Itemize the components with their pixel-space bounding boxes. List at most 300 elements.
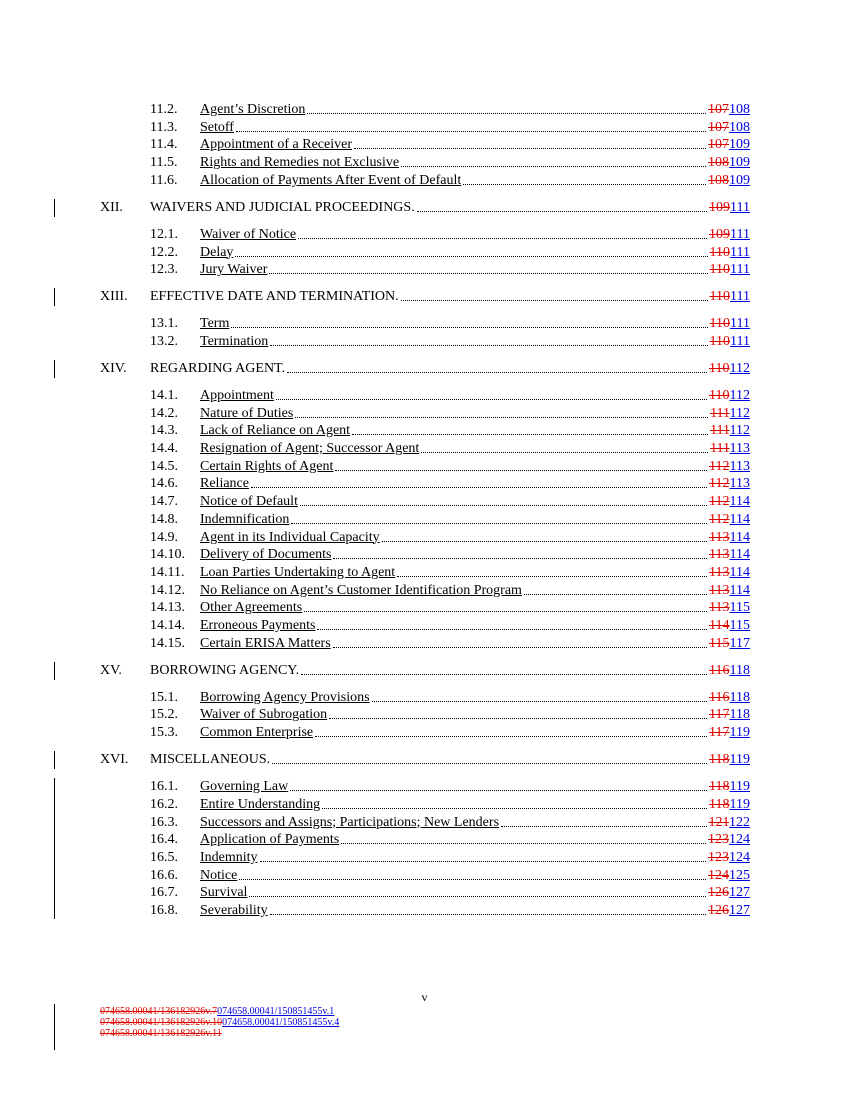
revision-change-bar [54, 1004, 55, 1050]
toc-page-ref [710, 289, 750, 305]
toc-number: 14.5. [150, 458, 178, 474]
dot-leader [270, 334, 707, 346]
toc-number: 14.1. [150, 387, 178, 403]
toc-number: XVI. [100, 752, 129, 768]
toc-page-ref [709, 690, 750, 706]
toc-number: 11.2. [150, 102, 178, 117]
toc-article[interactable] [100, 361, 750, 377]
dot-leader [251, 476, 707, 488]
dot-leader [329, 707, 707, 719]
toc-page-ref [709, 565, 750, 581]
toc-section[interactable] [150, 120, 750, 136]
toc-title[interactable]: Resignation of Agent; Successor Agent [200, 441, 420, 456]
deleted-page-number: 112 [709, 511, 730, 527]
toc-title[interactable]: Indemnification [200, 511, 290, 527]
dot-leader [352, 423, 708, 435]
toc-page-ref [709, 547, 750, 563]
toc-title[interactable]: Appointment of a Receiver [200, 137, 353, 153]
revision-change-bar [54, 288, 55, 306]
toc-number: 14.6. [150, 476, 178, 492]
toc-title[interactable]: Term [200, 316, 230, 332]
toc-page-ref [708, 102, 750, 118]
inserted-page-number[interactable]: 114 [729, 494, 750, 510]
deleted-page-number: 114 [709, 618, 730, 633]
toc-number: 14.15. [150, 635, 185, 651]
deleted-doc-id: 074658.00041/136182926v.10 [100, 1017, 223, 1028]
toc-title[interactable]: Entire Understanding [200, 796, 321, 812]
toc-section[interactable] [150, 636, 750, 652]
toc-title[interactable]: Setoff [200, 119, 234, 135]
toc-section[interactable] [150, 547, 750, 563]
toc-number: 14.13. [150, 600, 185, 616]
inserted-page-number[interactable]: 124 [729, 832, 750, 848]
toc-page-ref [708, 155, 750, 171]
toc-number: XII. [100, 199, 123, 215]
inserted-page-number[interactable]: 111 [730, 244, 750, 260]
dot-leader [417, 200, 707, 212]
dot-leader [295, 406, 708, 418]
toc-section[interactable] [150, 850, 750, 866]
toc-number: 16.8. [150, 903, 178, 918]
dot-leader [524, 583, 707, 595]
deleted-page-number: 110 [709, 333, 731, 349]
deleted-page-number: 108 [708, 172, 729, 188]
deleted-page-number: 121 [708, 814, 729, 830]
deleted-page-number: 116 [709, 689, 730, 705]
toc-page-ref [710, 441, 750, 457]
toc-number: 11.5. [150, 155, 178, 171]
inserted-page-number[interactable]: 113 [729, 476, 750, 492]
toc-title[interactable]: Reliance [200, 476, 249, 492]
inserted-page-number[interactable]: 122 [729, 814, 750, 830]
dot-leader [249, 885, 706, 897]
toc-page-ref [708, 137, 750, 153]
inserted-page-number[interactable]: 112 [729, 423, 750, 439]
deleted-page-number: 117 [709, 707, 730, 723]
toc-page-ref [709, 388, 750, 404]
dot-leader [322, 797, 707, 809]
toc-section[interactable] [150, 690, 750, 706]
dot-leader [333, 547, 707, 559]
deleted-page-number: 113 [709, 582, 730, 598]
toc-title[interactable]: Notice of Default [200, 494, 298, 510]
dot-leader [315, 725, 707, 737]
toc-number: 16.7. [150, 885, 178, 901]
dot-leader [397, 565, 707, 577]
toc-number: 13.1. [150, 316, 178, 332]
toc-section[interactable] [150, 102, 750, 118]
deleted-page-number: 123 [708, 849, 729, 865]
toc-section[interactable] [150, 618, 750, 634]
toc-page-ref [709, 476, 750, 492]
toc-section[interactable] [150, 173, 750, 189]
toc-section[interactable] [150, 262, 750, 278]
dot-leader [269, 262, 707, 274]
revision-change-bar [54, 751, 55, 769]
revision-change-bar [54, 360, 55, 378]
dot-leader [317, 618, 707, 630]
page-number: v [421, 990, 428, 1004]
toc-number: 14.7. [150, 494, 178, 510]
dot-leader [304, 600, 707, 612]
inserted-page-number[interactable]: 109 [729, 155, 750, 171]
dot-leader [272, 752, 707, 764]
toc-number: 14.10. [150, 547, 185, 563]
deleted-page-number: 110 [709, 262, 731, 278]
footer-line-3 [100, 1028, 339, 1039]
inserted-page-number[interactable]: 114 [729, 582, 750, 598]
toc-page-ref [709, 779, 750, 795]
toc-title[interactable]: Waiver of Notice [200, 226, 297, 242]
inserted-doc-id: 074658.00041/150851455v.1 [217, 1006, 335, 1017]
deleted-page-number: 107 [708, 137, 729, 153]
toc-page-ref [708, 832, 750, 848]
toc-title[interactable]: Delay [200, 244, 234, 260]
toc-title[interactable]: Loan Parties Undertaking to Agent [200, 564, 396, 580]
toc-section[interactable] [150, 334, 750, 350]
inserted-page-number[interactable]: 119 [729, 752, 750, 768]
toc-title[interactable]: Governing Law [200, 779, 289, 795]
toc-title[interactable]: Lack of Reliance on Agent [200, 423, 351, 439]
toc-number: 11.6. [150, 172, 178, 188]
toc-title[interactable]: Erroneous Payments [200, 618, 316, 633]
toc-title[interactable]: Survival [200, 885, 248, 901]
toc-number: 14.8. [150, 511, 178, 527]
inserted-page-number[interactable]: 114 [729, 564, 750, 580]
inserted-page-number[interactable]: 124 [729, 849, 750, 865]
toc-number: 14.9. [150, 529, 178, 545]
toc-title[interactable]: Indemnity [200, 849, 258, 865]
toc-title[interactable]: Delivery of Documents [200, 547, 332, 563]
toc-page-ref [709, 663, 750, 679]
toc-number: 11.3. [150, 119, 178, 135]
toc-number: 13.2. [150, 333, 178, 349]
inserted-page-number[interactable]: 125 [729, 867, 750, 883]
toc-section[interactable] [150, 388, 750, 404]
revision-change-bar [54, 778, 55, 919]
inserted-page-number[interactable]: 118 [729, 662, 750, 678]
toc-page-ref [709, 459, 750, 475]
inserted-page-number[interactable]: 118 [729, 689, 750, 705]
toc-section[interactable] [150, 885, 750, 901]
dot-leader [307, 102, 706, 114]
inserted-page-number[interactable]: 108 [729, 119, 750, 135]
toc-page-ref [709, 530, 750, 546]
deleted-page-number: 124 [708, 867, 729, 883]
toc-title[interactable]: Borrowing Agency Provisions [200, 689, 370, 705]
inserted-page-number[interactable]: 111 [730, 262, 750, 278]
inserted-page-number[interactable]: 114 [729, 529, 750, 545]
toc-number: XIII. [100, 289, 128, 305]
dot-leader [463, 173, 706, 185]
toc-title[interactable]: Jury Waiver [200, 262, 268, 278]
toc-title[interactable]: Successors and Assigns; Participations; New Lenders [200, 814, 500, 830]
deleted-page-number: 126 [708, 885, 729, 901]
revision-change-bar [54, 662, 55, 680]
deleted-page-number: 112 [709, 494, 730, 510]
toc-title[interactable]: Certain ERISA Matters [200, 635, 331, 651]
toc-section[interactable] [150, 494, 750, 510]
deleted-page-number: 110 [709, 244, 731, 260]
toc-page-ref [709, 600, 750, 616]
toc-page-ref [708, 120, 750, 136]
deleted-page-number: 107 [708, 119, 729, 135]
deleted-doc-id: 074658.00041/136182926v.11 [100, 1028, 222, 1039]
toc-section[interactable] [150, 707, 750, 723]
toc-page-ref [709, 494, 750, 510]
toc-title[interactable]: Severability [200, 903, 268, 918]
deleted-page-number: 110 [709, 387, 730, 403]
toc-section[interactable] [150, 459, 750, 475]
toc-title[interactable]: Waiver of Subrogation [200, 707, 328, 723]
toc-page-ref [709, 361, 750, 377]
toc-page-ref [710, 262, 750, 278]
inserted-page-number[interactable]: 119 [729, 796, 750, 812]
toc-page-ref [709, 725, 750, 741]
toc-section[interactable] [150, 868, 750, 884]
toc-title[interactable]: No Reliance on Agent’s Customer Identification Program [200, 582, 522, 598]
dot-leader [287, 361, 707, 373]
deleted-page-number: 118 [709, 779, 730, 795]
footer-line-1 [100, 1006, 339, 1017]
dot-leader [236, 120, 706, 132]
dot-leader [231, 316, 707, 328]
toc-section[interactable] [150, 530, 750, 546]
dot-leader [382, 530, 707, 542]
dot-leader [300, 494, 707, 506]
inserted-page-number[interactable]: 115 [729, 600, 750, 616]
toc-section[interactable] [150, 903, 750, 919]
toc-number: 15.2. [150, 707, 178, 723]
toc-article[interactable] [100, 663, 750, 679]
deleted-page-number: 117 [709, 725, 730, 741]
dot-leader [298, 227, 707, 239]
dot-leader [301, 663, 707, 675]
deleted-page-number: 109 [709, 226, 731, 242]
dot-leader [341, 832, 706, 844]
inserted-page-number[interactable]: 111 [730, 333, 750, 349]
toc-number: 16.5. [150, 849, 178, 865]
toc-number: 14.3. [150, 423, 178, 439]
toc-title[interactable]: REGARDING AGENT. [150, 360, 286, 376]
toc-section[interactable] [150, 512, 750, 528]
toc-title[interactable]: MISCELLANEOUS. [150, 752, 271, 768]
toc-section[interactable] [150, 797, 750, 813]
toc-section[interactable] [150, 155, 750, 171]
inserted-page-number[interactable]: 114 [729, 547, 750, 563]
inserted-doc-id: 074658.00041/150851455v.4 [222, 1017, 340, 1028]
inserted-page-number[interactable]: 114 [729, 511, 750, 527]
inserted-page-number[interactable]: 108 [729, 102, 750, 117]
deleted-page-number: 113 [709, 600, 730, 616]
toc-section[interactable] [150, 600, 750, 616]
dot-leader [239, 868, 706, 880]
deleted-page-number: 113 [709, 529, 730, 545]
toc-page-ref [708, 868, 750, 884]
deleted-page-number: 111 [710, 405, 730, 421]
toc-title[interactable]: WAIVERS AND JUDICIAL PROCEEDINGS. [150, 199, 415, 215]
dot-leader [354, 137, 706, 149]
deleted-page-number: 110 [709, 316, 731, 332]
inserted-page-number[interactable]: 119 [729, 779, 750, 795]
toc-number: XV. [100, 662, 122, 678]
toc-section[interactable] [150, 725, 750, 741]
inserted-page-number[interactable]: 112 [729, 360, 750, 376]
deleted-page-number: 108 [708, 155, 729, 171]
dot-leader [333, 636, 707, 648]
toc-article[interactable] [100, 289, 750, 305]
deleted-page-number: 118 [709, 752, 730, 768]
toc-section[interactable] [150, 316, 750, 332]
toc-section[interactable] [150, 227, 750, 243]
toc-number: 14.2. [150, 405, 178, 421]
toc-section[interactable] [150, 406, 750, 422]
toc-title[interactable]: Termination [200, 333, 269, 349]
toc-page-ref [708, 173, 750, 189]
deleted-page-number: 112 [709, 458, 730, 474]
toc-page-ref [710, 334, 750, 350]
toc-section[interactable] [150, 583, 750, 599]
toc-page-ref [710, 423, 750, 439]
toc-section[interactable] [150, 423, 750, 439]
deleted-page-number: 116 [709, 662, 730, 678]
toc-title[interactable]: Nature of Duties [200, 405, 294, 421]
dot-leader [270, 903, 706, 915]
toc-page-ref [708, 903, 750, 919]
deleted-page-number: 111 [710, 423, 730, 439]
deleted-page-number: 112 [709, 476, 730, 492]
dot-leader [372, 690, 707, 702]
toc-article[interactable] [100, 752, 750, 768]
inserted-page-number[interactable]: 113 [729, 441, 750, 456]
inserted-page-number[interactable]: 119 [729, 725, 750, 741]
toc-page-ref [709, 512, 750, 528]
toc-section[interactable] [150, 832, 750, 848]
toc-page-ref [710, 245, 750, 261]
dot-leader [335, 459, 707, 471]
toc-title[interactable]: Other Agreements [200, 600, 303, 616]
deleted-page-number: 123 [708, 832, 729, 848]
inserted-page-number[interactable]: 111 [730, 289, 750, 305]
inserted-page-number[interactable]: 111 [730, 316, 750, 332]
toc-number: 12.2. [150, 244, 178, 260]
dot-leader [290, 779, 707, 791]
toc-section[interactable] [150, 476, 750, 492]
deleted-page-number: 111 [710, 441, 730, 456]
deleted-page-number: 126 [708, 903, 729, 918]
dot-leader [291, 512, 707, 524]
footer-line-2 [100, 1017, 339, 1028]
inserted-page-number[interactable]: 117 [729, 635, 750, 651]
toc-page-ref [708, 850, 750, 866]
inserted-page-number[interactable]: 112 [729, 387, 750, 403]
toc-page-ref [709, 797, 750, 813]
toc-number: XIV. [100, 360, 127, 376]
toc-title[interactable]: Application of Payments [200, 832, 340, 848]
toc-title[interactable]: EFFECTIVE DATE AND TERMINATION. [150, 289, 399, 305]
inserted-page-number[interactable]: 113 [729, 458, 750, 474]
toc-number: 14.4. [150, 441, 178, 456]
dot-leader [235, 245, 707, 257]
inserted-page-number[interactable]: 111 [730, 199, 750, 215]
toc-page-ref [709, 227, 750, 243]
dot-leader [260, 850, 706, 862]
toc-title[interactable]: Common Enterprise [200, 725, 314, 741]
toc-page-ref [709, 752, 750, 768]
document-id-footer [100, 1006, 339, 1039]
toc-number: 11.4. [150, 137, 178, 153]
toc-section[interactable] [150, 779, 750, 795]
deleted-page-number: 115 [709, 635, 730, 651]
toc-title[interactable]: Agent in its Individual Capacity [200, 529, 380, 545]
toc-title[interactable]: Agent’s Discretion [200, 102, 306, 117]
toc-page-ref [709, 707, 750, 723]
toc-section[interactable] [150, 245, 750, 261]
deleted-doc-id: 074658.00041/136182926v.7 [100, 1006, 218, 1017]
toc-section[interactable] [150, 815, 750, 831]
deleted-page-number: 113 [709, 547, 730, 563]
toc-title[interactable]: Allocation of Payments After Event of Default [200, 172, 462, 188]
dot-leader [501, 815, 707, 827]
toc-number: 16.6. [150, 867, 178, 883]
deleted-page-number: 107 [708, 102, 729, 117]
dot-leader [401, 289, 708, 301]
dot-leader [401, 155, 706, 167]
toc-page-ref [709, 636, 750, 652]
inserted-page-number[interactable]: 115 [729, 618, 750, 633]
toc-number: 16.4. [150, 832, 178, 848]
toc-number: 14.14. [150, 618, 185, 633]
toc-page-ref [710, 316, 750, 332]
dot-leader [276, 388, 707, 400]
inserted-page-number[interactable]: 109 [729, 172, 750, 188]
deleted-page-number: 113 [709, 564, 730, 580]
toc-section[interactable] [150, 565, 750, 581]
inserted-page-number[interactable]: 109 [729, 137, 750, 153]
inserted-page-number[interactable]: 118 [729, 707, 750, 723]
toc-section[interactable] [150, 137, 750, 153]
toc-page-ref [709, 815, 750, 831]
toc-number: 12.3. [150, 262, 178, 278]
toc-page-ref [708, 885, 750, 901]
toc-number: 12.1. [150, 226, 178, 242]
inserted-page-number[interactable]: 112 [729, 405, 750, 421]
toc-title[interactable]: Rights and Remedies not Exclusive [200, 155, 400, 171]
toc-section[interactable] [150, 441, 750, 457]
toc-title[interactable]: BORROWING AGENCY. [150, 662, 300, 678]
revision-change-bar [54, 199, 55, 217]
inserted-page-number[interactable]: 127 [729, 885, 750, 901]
toc-title[interactable]: Certain Rights of Agent [200, 458, 334, 474]
toc-number: 14.11. [150, 564, 185, 580]
toc-number: 16.2. [150, 796, 178, 812]
toc-page-ref [709, 200, 750, 216]
toc-page-ref [709, 583, 750, 599]
inserted-page-number[interactable]: 111 [730, 226, 750, 242]
toc-article[interactable] [100, 200, 750, 216]
deleted-page-number: 110 [709, 360, 730, 376]
inserted-page-number[interactable]: 127 [729, 903, 750, 918]
toc-title[interactable]: Notice [200, 867, 238, 883]
toc-number: 16.1. [150, 779, 178, 795]
toc-number: 15.1. [150, 689, 178, 705]
toc-number: 16.3. [150, 814, 178, 830]
toc-title[interactable]: Appointment [200, 387, 274, 403]
deleted-page-number: 118 [709, 796, 730, 812]
toc-number: 14.12. [150, 582, 185, 598]
deleted-page-number: 109 [709, 199, 731, 215]
toc-page-ref [710, 406, 750, 422]
